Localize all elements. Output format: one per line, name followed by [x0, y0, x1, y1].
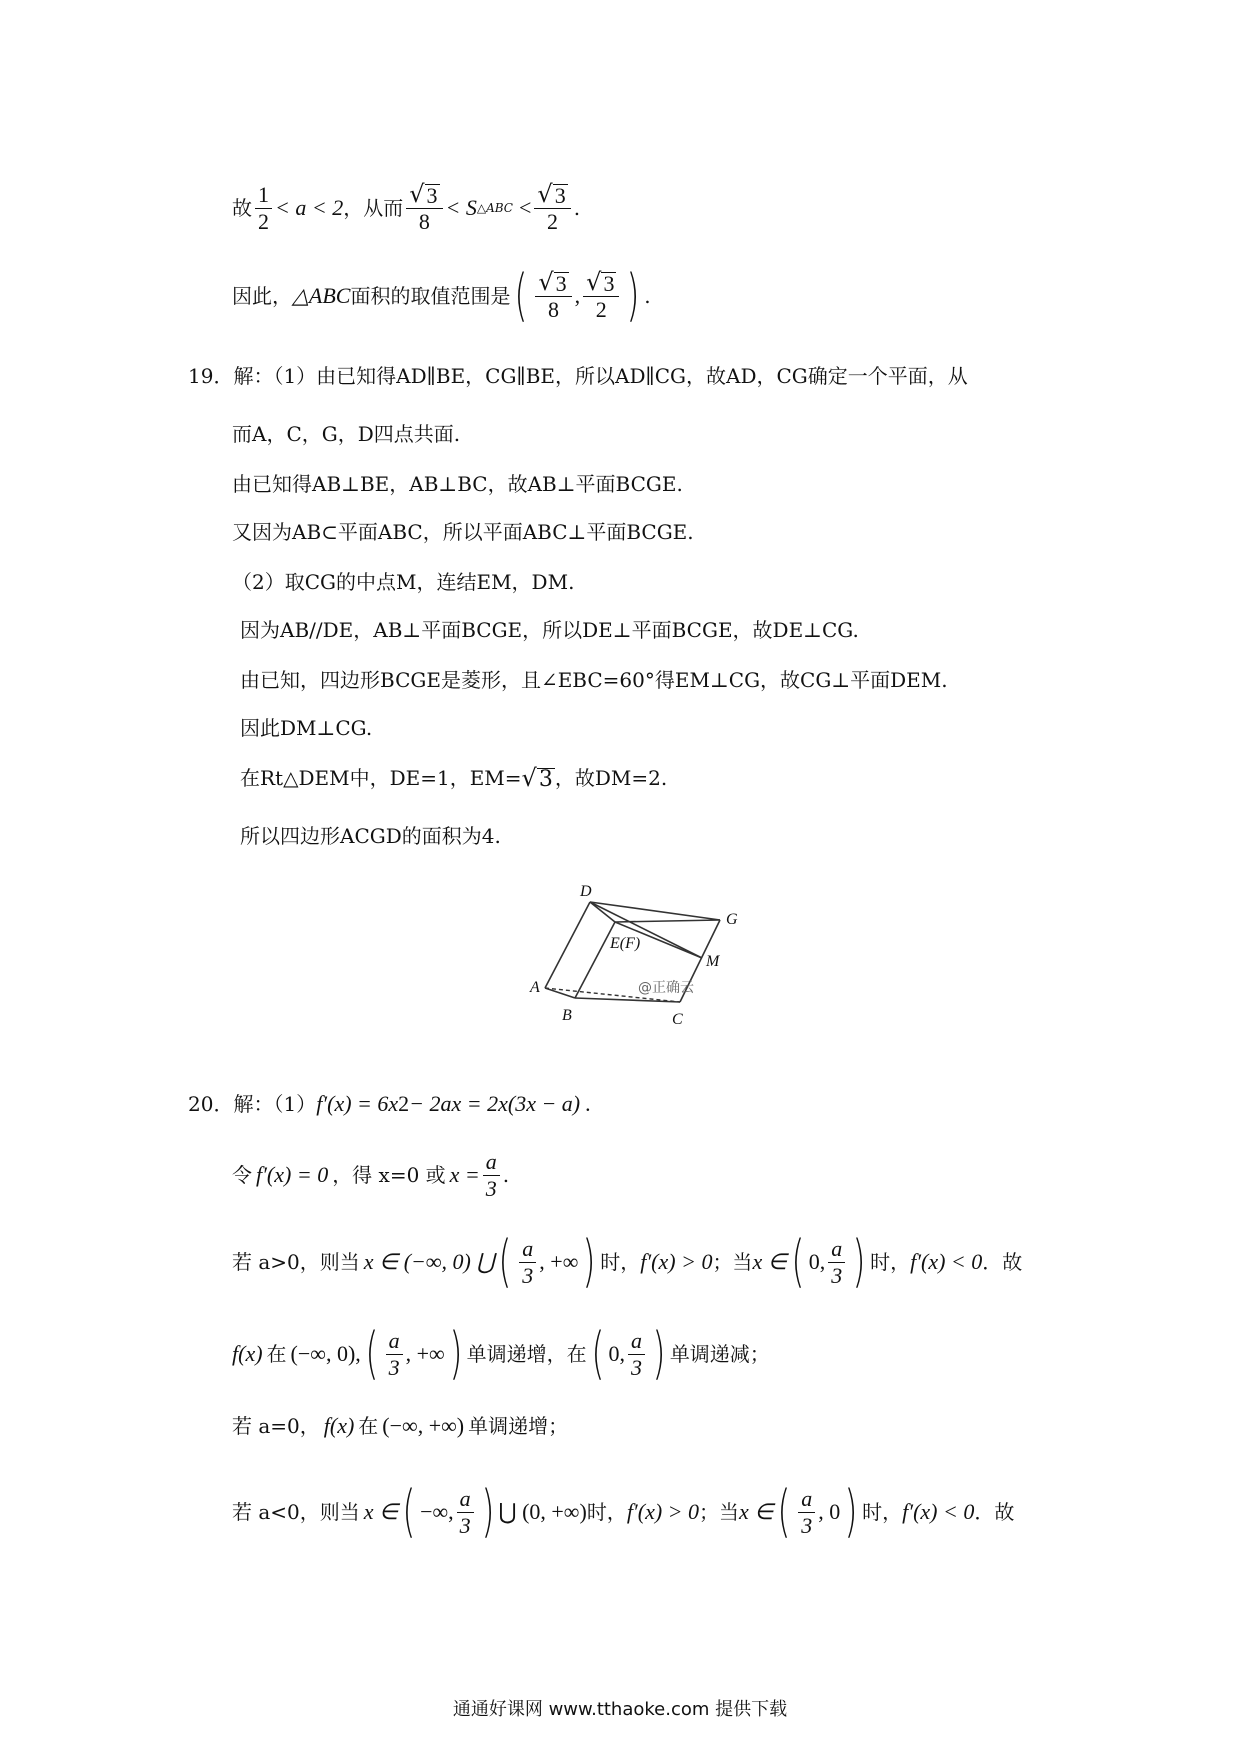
math: x ∈ (−∞, 0) ⋃ [363, 1249, 495, 1274]
text: 面积的取值范围是 [350, 284, 511, 308]
paren-right: ) [844, 1479, 858, 1544]
p19-line4: 又因为AB⊂平面ABC，所以平面ABC⊥平面BCGE. [232, 520, 694, 544]
label-M: M [706, 953, 720, 970]
text: 若 a>0，则当 [232, 1250, 360, 1274]
label-A: A [530, 979, 540, 996]
math: f′(x) < 0 [902, 1499, 975, 1524]
triangle-abc: △ABC [292, 283, 351, 308]
subscript: △ABC [476, 201, 513, 215]
paren-left: ( [402, 1479, 416, 1544]
inequality: < [518, 195, 532, 220]
inequality: < a < 2 [275, 195, 344, 220]
math: f(x) [323, 1413, 355, 1438]
period: . [502, 1163, 510, 1187]
paren-left: ( [514, 263, 528, 328]
math: f′(x) < 0 [910, 1249, 983, 1274]
math: f(x) [232, 1341, 263, 1366]
numerator: √ 3 [534, 181, 570, 209]
p20-line5 [232, 1412, 568, 1440]
math: x = [449, 1162, 480, 1187]
text: 在Rt△DEM中，DE=1，EM= [240, 766, 522, 790]
label-G: G [726, 911, 738, 928]
p18-line1 [232, 178, 580, 238]
paren-right: ) [481, 1479, 495, 1544]
fraction-a-3 [519, 1236, 536, 1289]
p18-line2 [232, 262, 651, 330]
math: 0, [808, 1249, 826, 1274]
math: x ∈ [752, 1249, 787, 1274]
text: 时， [862, 1500, 903, 1524]
text: ，故DM=2. [554, 766, 668, 790]
denominator: 3 [459, 1512, 471, 1538]
p20-line4 [232, 1320, 770, 1388]
fraction-sqrt3-8 [406, 181, 442, 235]
numerator: a [519, 1236, 536, 1263]
paren-right: ) [582, 1229, 596, 1294]
text: 时， [600, 1250, 641, 1274]
numerator: √ 3 [583, 269, 619, 297]
edge-EB [575, 922, 615, 998]
math: (−∞, +∞) [382, 1413, 465, 1438]
math: 0, [608, 1341, 625, 1366]
paren-left: ( [777, 1479, 791, 1544]
math: x ∈ [739, 1499, 774, 1524]
p19-line3: 由已知得AB⊥BE，AB⊥BC，故AB⊥平面BCGE. [232, 472, 683, 496]
geometry-figure [520, 880, 750, 1060]
paren-right: ) [449, 1321, 463, 1386]
denominator: 3 [388, 1354, 400, 1380]
text: ；当 [699, 1500, 739, 1524]
math: , +∞ [539, 1249, 579, 1274]
math: − 2ax = 2x(3x − a) . [409, 1091, 592, 1116]
p20-line2 [232, 1145, 509, 1205]
p19-line7: 由已知，四边形BCGE是菱形，且∠EBC=60°得EM⊥CG，故CG⊥平面DEM. [240, 668, 948, 692]
denominator: 3 [630, 1354, 642, 1380]
text: 在 [266, 1342, 287, 1366]
math: f′(x) = 0 [256, 1162, 329, 1187]
paren-right: ) [852, 1229, 866, 1294]
numerator: a [457, 1486, 474, 1513]
fraction-sqrt3-8 [535, 269, 571, 323]
fraction-a-3 [483, 1149, 500, 1202]
fraction-a-3 [628, 1328, 645, 1381]
numerator: √ 3 [535, 269, 571, 297]
p19-line9 [240, 764, 667, 792]
p20-line3 [232, 1228, 1022, 1296]
math: f′(x) > 0 [640, 1249, 713, 1274]
numerator: a [798, 1486, 815, 1513]
numerator: 1 [255, 182, 272, 209]
paren-left: ( [791, 1229, 805, 1294]
text: ，得 x=0 或 [332, 1163, 446, 1187]
math: ⋃ (0, +∞) [498, 1499, 587, 1524]
numerator: a [386, 1328, 403, 1355]
p19-line8: 因此DM⊥CG. [240, 716, 373, 740]
denominator: 2 [595, 297, 607, 322]
label-D: D [580, 883, 592, 900]
p19-line1: 19．解：（1）由已知得AD∥BE，CG∥BE，所以AD∥CG，故AD，CG确定一个平面，从 [188, 364, 968, 388]
paren-right: ) [626, 263, 640, 328]
p19-line5: （2）取CG的中点M，连结EM，DM. [232, 570, 575, 594]
text: 单调递减； [669, 1342, 770, 1366]
text: 因此， [232, 284, 292, 308]
paren-left: ( [365, 1321, 379, 1386]
fraction-a-3 [798, 1486, 815, 1539]
label-B: B [562, 1007, 572, 1024]
fraction-sqrt3-2 [534, 181, 570, 235]
p20-line6 [232, 1478, 1014, 1546]
watermark-text: @正确云 [638, 980, 694, 996]
denominator: 3 [522, 1262, 534, 1288]
fraction-a-3 [457, 1486, 474, 1539]
fraction-sqrt3-2 [583, 269, 619, 323]
text: ；当 [712, 1250, 753, 1274]
p20-line1 [188, 1090, 591, 1118]
fraction-half [255, 182, 272, 235]
text: 单调递增，在 [466, 1342, 587, 1366]
paren-right: ) [652, 1321, 666, 1386]
text: ．故 [982, 1250, 1023, 1274]
p19-line2: 而A，C，G，D四点共面. [232, 422, 461, 446]
math: (−∞, 0), [290, 1341, 361, 1366]
denominator: 3 [831, 1262, 843, 1288]
inequality: < S [445, 195, 477, 220]
text: 令 [232, 1163, 252, 1187]
label-E: E(F) [610, 935, 641, 952]
math: f′(x) = 6x [316, 1091, 399, 1116]
label-C: C [672, 1011, 683, 1028]
period: . [573, 196, 581, 220]
text: 20．解：（1） [188, 1092, 317, 1116]
p19-line6: 因为AB//DE，AB⊥平面BCGE，所以DE⊥平面BCGE，故DE⊥CG. [240, 618, 859, 642]
exponent: 2 [398, 1091, 410, 1116]
fraction-a-3 [828, 1236, 845, 1289]
numerator: a [828, 1236, 845, 1263]
text: 在 [358, 1414, 379, 1438]
math: f′(x) > 0 [626, 1499, 699, 1524]
text: 若 a=0， [232, 1414, 320, 1438]
numerator: a [483, 1149, 500, 1176]
text: ，从而 [343, 196, 404, 220]
denominator: 2 [547, 209, 559, 234]
denominator: 8 [547, 297, 559, 322]
text: 单调递增； [468, 1414, 569, 1438]
numerator: a [628, 1328, 645, 1355]
footer: 通通好课网 www.tthaoke.com 提供下载 [452, 1699, 788, 1720]
sqrt3: √ 3 [521, 764, 553, 792]
math: , +∞ [405, 1341, 445, 1366]
math: , 0 [818, 1499, 841, 1524]
text: ．故 [974, 1500, 1015, 1524]
math: −∞, [420, 1499, 454, 1524]
paren-left: ( [498, 1229, 512, 1294]
text: 若 a<0，则当 [232, 1500, 360, 1524]
denominator: 2 [258, 208, 269, 234]
text: 故 [232, 196, 252, 220]
edge-DA [545, 902, 590, 988]
fraction-a-3 [386, 1328, 403, 1381]
comma: , [574, 283, 581, 308]
denominator: 8 [418, 209, 430, 234]
math: x ∈ [363, 1499, 399, 1524]
text: 时， [870, 1250, 911, 1274]
denominator: 3 [801, 1512, 813, 1538]
numerator: √ 3 [406, 181, 442, 209]
period: . [644, 284, 651, 308]
paren-left: ( [590, 1321, 605, 1386]
denominator: 3 [485, 1175, 497, 1201]
text: 时， [586, 1500, 627, 1524]
p19-line10: 所以四边形ACGD的面积为4. [240, 824, 501, 848]
